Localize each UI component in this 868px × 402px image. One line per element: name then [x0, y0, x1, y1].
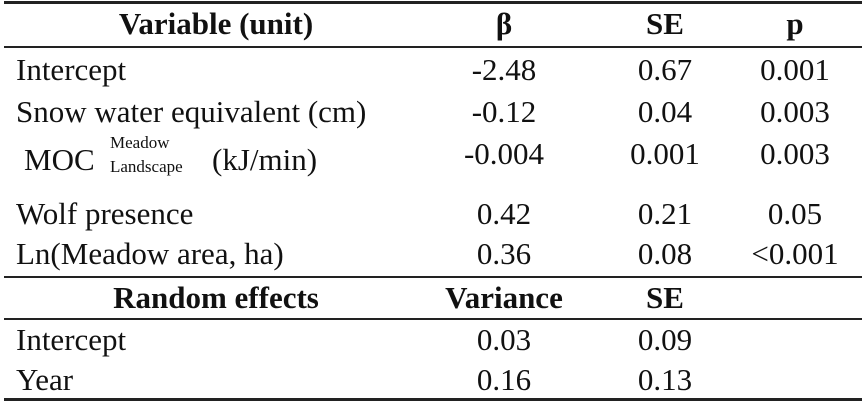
random-intercept-variance: 0.03 [476, 322, 532, 357]
row-wolf-p: 0.05 [767, 196, 823, 231]
moc-base-text: MOC [24, 142, 95, 177]
row-meadow-area-variable: Ln(Meadow area, ha) [16, 236, 284, 271]
row-meadow-area-p: <0.001 [751, 236, 839, 271]
moc-subscript: Landscape [110, 157, 183, 176]
row-intercept-variable: Intercept [16, 52, 127, 87]
moc-unit: (kJ/min) [212, 142, 318, 177]
row-meadow-area-se: 0.08 [637, 236, 693, 271]
random-effects-header-rule [4, 318, 862, 320]
row-moc-p: 0.003 [760, 136, 830, 171]
random-effects-variance-header: Variance [445, 280, 563, 315]
header-se: SE [646, 6, 684, 41]
row-swe-beta: -0.12 [471, 94, 537, 129]
random-year-variance: 0.16 [476, 362, 532, 397]
row-meadow-area-beta: 0.36 [476, 236, 532, 271]
row-intercept-beta: -2.48 [471, 52, 537, 87]
moc-superscript: Meadow [110, 133, 170, 152]
bottom-rule [4, 398, 862, 401]
random-intercept-variable: Intercept [16, 322, 127, 357]
row-swe-se: 0.04 [637, 94, 693, 129]
row-wolf-se: 0.21 [637, 196, 693, 231]
random-effects-top-rule [4, 276, 862, 278]
row-moc-beta: -0.004 [463, 136, 545, 171]
header-variable: Variable (unit) [118, 6, 314, 41]
random-effects-se-header: SE [646, 280, 684, 315]
random-effects-header: Random effects [113, 280, 319, 315]
row-swe-variable: Snow water equivalent (cm) [16, 94, 367, 129]
row-wolf-beta: 0.42 [476, 196, 532, 231]
header-rule [4, 46, 862, 48]
row-intercept-p: 0.001 [760, 52, 830, 87]
header-p: p [786, 6, 804, 41]
random-intercept-se: 0.09 [637, 322, 693, 357]
header-beta: β [495, 6, 513, 41]
row-intercept-se: 0.67 [637, 52, 693, 87]
random-year-se: 0.13 [637, 362, 693, 397]
top-rule [4, 1, 862, 4]
row-wolf-variable: Wolf presence [16, 196, 194, 231]
random-year-variable: Year [16, 362, 74, 397]
row-moc-se: 0.001 [630, 136, 700, 171]
row-swe-p: 0.003 [760, 94, 830, 129]
